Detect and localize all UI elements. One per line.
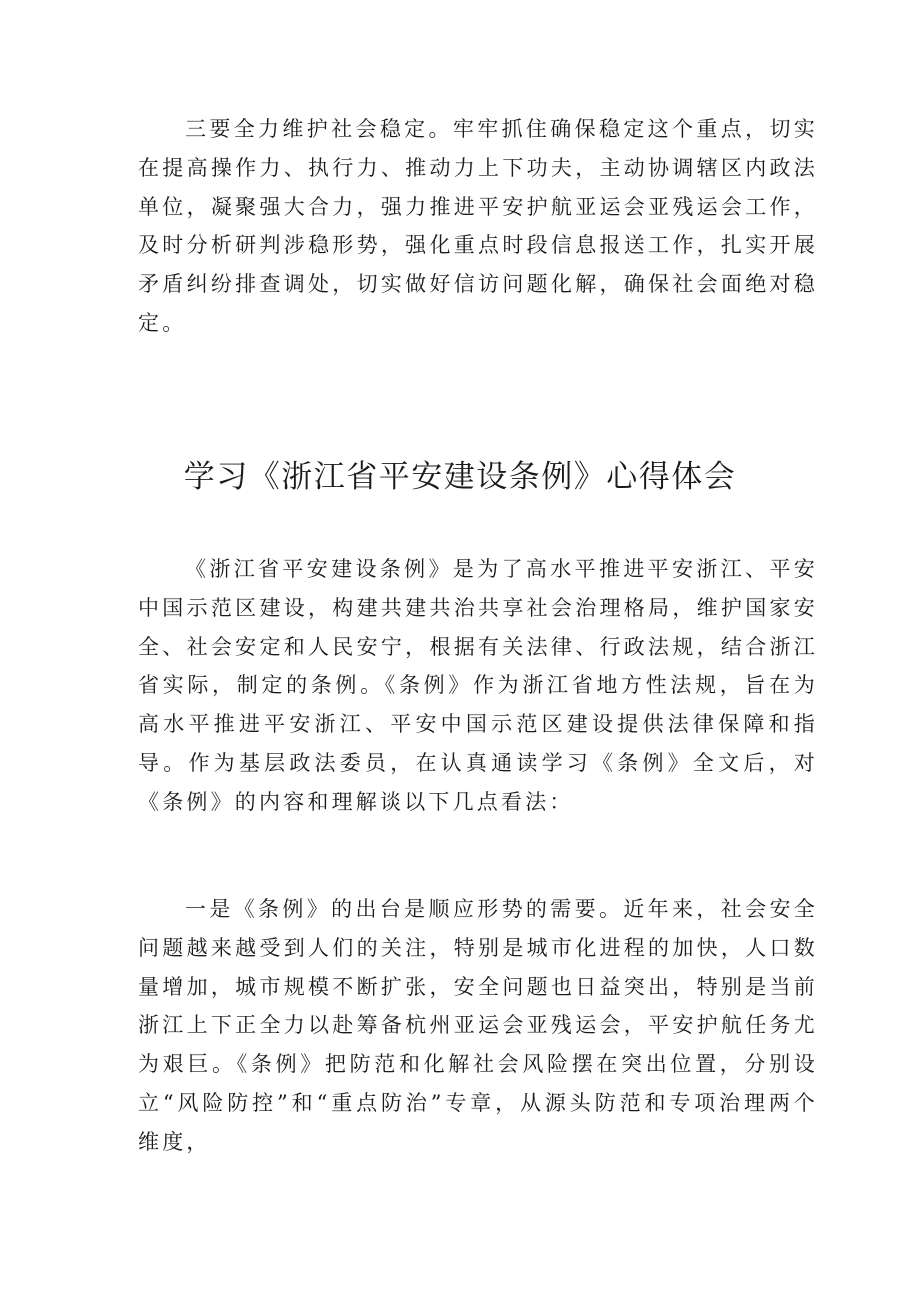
point-one-paragraph: 一是《条例》的出台是顺应形势的需要。近年来，社会安全问题越来越受到人们的关注，特别是城市化进程的加快，人口数量增加，城市规模不断扩张，安全问题也日益突出，特别是当前浙江上下正全力以赴筹备杭州亚运会亚残运会，平安护航任务尤为艰巨。《条例》把防范和化解社会风险摆在突出位置，分别设立“风险防控”和“重点防治”专章，从源头防范和专项治理两个维度， [138, 897, 818, 1154]
previous-section-paragraph: 三要全力维护社会稳定。牢牢抓住确保稳定这个重点，切实在提高操作力、执行力、推动力上下功夫，主动协调辖区内政法单位，凝聚强大合力，强力推进平安护航亚运会亚残运会工作，及时分析研判涉稳形势，强化重点时段信息报送工作，扎实开展矛盾纠纷排查调处，切实做好信访问题化解，确保社会面绝对稳定。 [138, 117, 818, 335]
intro-paragraph: 《浙江省平安建设条例》是为了高水平推进平安浙江、平安中国示范区建设，构建共建共治共享社会治理格局，维护国家安全、社会安定和人民安宁，根据有关法律、行政法规，结合浙江省实际，制定的条例。《条例》作为浙江省地方性法规，旨在为高水平推进平安浙江、平安中国示范区建设提供法律保障和指导。作为基层政法委员，在认真通读学习《条例》全文后，对《条例》的内容和理解谈以下几点看法： [138, 557, 818, 814]
document-title: 学习《浙江省平安建设条例》心得体会 [183, 459, 737, 495]
